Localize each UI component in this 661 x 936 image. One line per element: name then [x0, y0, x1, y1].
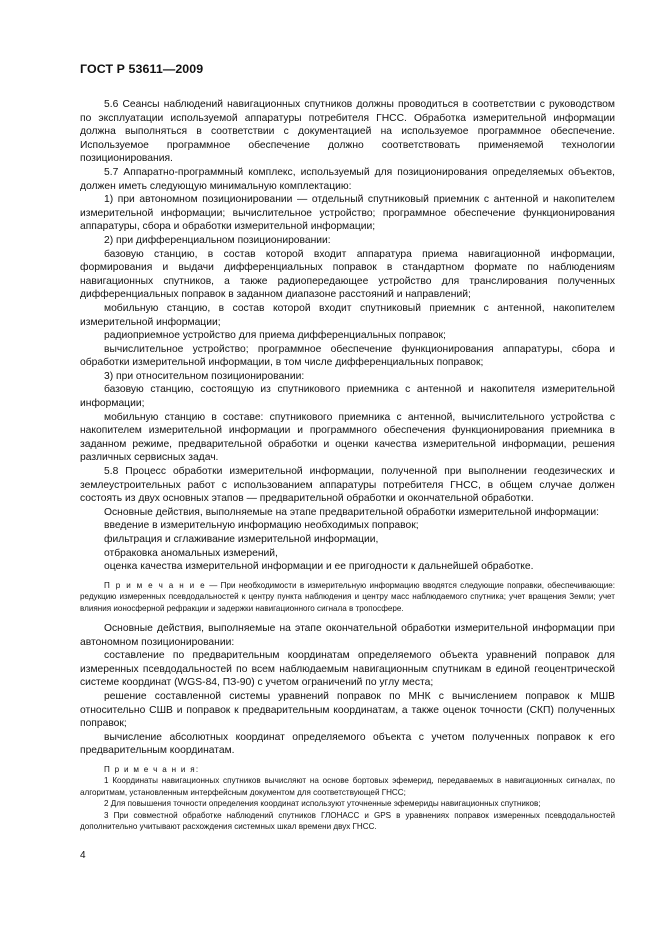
notes-block	[80, 764, 615, 832]
paragraph: 5.8 Процесс обработки измерительной информации, полученной при выполнении геодезических и землеустроительных работ с использованием аппаратуры потребителя ГНСС, в общем случае должен состоять из двух основных этапов — предварительной обработки и окончательной обработки.	[80, 466, 615, 505]
note-item: 3 При совместной обработке наблюдений спутников ГЛОНАСС и GPS в уравнениях поправок измеренных псевдодальностей дополнительно учитывают расхождения системных шкал времени двух ГНСС.	[80, 810, 615, 831]
paragraph: 5.7 Аппаратно-программный комплекс, используемый для позиционирования определяемых объектов, должен иметь следующую минимальную комплектацию:	[80, 166, 615, 192]
paragraph: составление по предварительным координатам определяемого объекта уравнений поправок для измеренных псевдодальностей по всем наблюдаемым навигационным спутникам в единой геоцентрической системе координат (WGS-84, ПЗ-90) с учетом ограничений по углу места;	[80, 650, 615, 689]
paragraph: 1) при автономном позиционировании — отдельный спутниковый приемник с антенной и накопителем измерительной информации; вычислительное устройство; программное обеспечение функционирования аппаратуры, сбора и обработки измерительной информации;	[80, 194, 615, 233]
note-label: П р и м е ч а н и е	[104, 580, 206, 590]
section-paragraphs-a	[80, 98, 615, 574]
document-body	[80, 98, 615, 840]
document-header: ГОСТ Р 53611—2009	[80, 62, 204, 76]
paragraph: оценка качества измерительной информации и ее пригодности к дальнейшей обработке.	[104, 561, 534, 573]
paragraph: фильтрация и сглаживание измерительной информации,	[104, 534, 379, 545]
page-number: 4	[80, 850, 86, 861]
note-item: 2 Для повышения точности определения координат используют уточненные эфемериды навигационных спутников;	[104, 799, 541, 809]
paragraph: решение составленной системы уравнений поправок по МНК с вычислением поправок к МШВ относительно СШВ и поправок к предварительным координатам, а также оценок точности (СКП) полученных поправок;	[80, 690, 615, 730]
paragraph: 3) при относительном позиционировании:	[104, 370, 305, 382]
notes-list	[80, 775, 615, 832]
paragraph: базовую станцию, состоящую из спутникового приемника с антенной и накопителя измерительной информации;	[80, 384, 615, 410]
paragraph: радиоприемное устройство для приема дифференциальных поправок;	[104, 330, 446, 342]
paragraph: 2) при дифференциальном позиционировании:	[104, 234, 331, 246]
paragraph: Основные действия, выполняемые на этапе окончательной обработки измерительной информации при автономном позиционировании:	[80, 623, 615, 648]
note-text: — При необходимости в измерительную информацию вводятся следующие поправки, обеспечивающие: редукцию измеренных псевдодальностей к центру пункта наблюдения и центру масс наблюдаемого спутника; учет вращения Земли; учет влияния ионосферной рефракции и задержки навигационного сигнала в тропосфере.	[80, 580, 616, 613]
paragraph: 5.6 Сеансы наблюдений навигационных спутников должны проводиться в соответствии с руководством по эксплуатации используемой аппаратуры потребителя ГНСС. Обработка измерительной информации должна выполняться в соответствии с документацией на используемое программное обеспечение. Используемое программное обеспечение должно соответствовать применяемой технологии позиционирования.	[80, 99, 615, 165]
paragraph: мобильную станцию, в состав которой входит спутниковый приемник с антенной, накопителем измерительной информации;	[80, 302, 615, 328]
notes-label: П р и м е ч а н и я:	[104, 764, 200, 774]
paragraph: вычислительное устройство; программное обеспечение функционирования аппаратуры, сбора и обработки измерительной информации, в том числе дифференциальных поправок;	[80, 343, 615, 369]
section-paragraphs-b	[80, 622, 615, 758]
note-block	[80, 580, 615, 614]
paragraph: Основные действия, выполняемые на этапе предварительной обработки измерительной информации:	[104, 506, 600, 518]
paragraph: отбраковка аномальных измерений,	[104, 547, 278, 559]
note-paragraph	[80, 580, 615, 614]
paragraph: вычисление абсолютных координат определяемого объекта с учетом полученных поправок к его предварительным координатам.	[80, 731, 615, 757]
paragraph: введение в измерительную информацию необходимых поправок;	[104, 520, 419, 532]
note-item: 1 Координаты навигационных спутников вычисляют на основе бортовых эфемерид, передаваемых в навигационных сигналах, по алгоритмам, установленным интерфейсным документом для соответствующей ГНСС;	[80, 776, 615, 797]
paragraph: базовую станцию, в состав которой входит аппаратура приема навигационной информации, формирования и выдачи дифференциальных поправок в стандартном формате по наблюдениям навигационных спутников, а также радиопередающее устройство для транслирования полученных дифференциальных поправок в заданном диапазоне расстояний и направлений;	[80, 248, 615, 301]
paragraph: мобильную станцию в составе: спутникового приемника с антенной, вычислительного устройства с накопителем измерительной информации и программного обеспечения функционирования приемника в заданном режиме, предварительной обработки и оценки качества измерительной информации, решения различных сервисных задач.	[80, 411, 615, 464]
